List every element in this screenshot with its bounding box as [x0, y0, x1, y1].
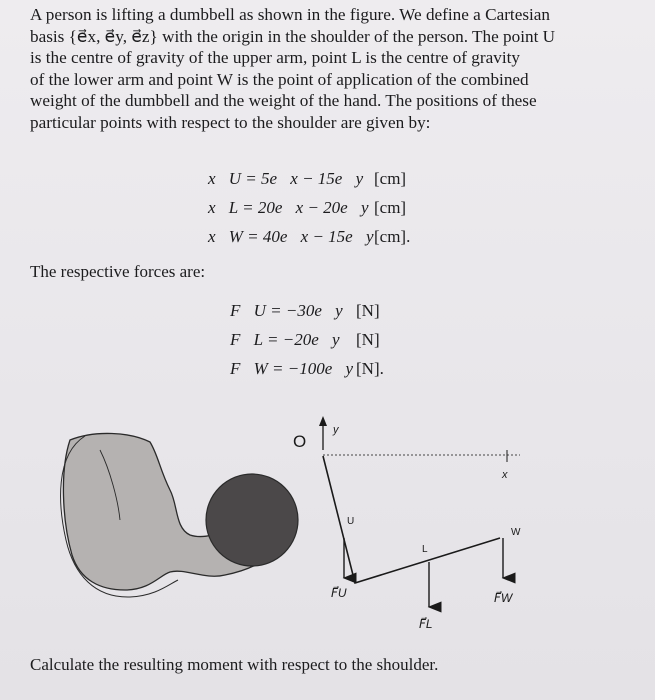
equation-expression: x⃗L = 20e⃗x − 20e⃗y — [208, 198, 369, 217]
equation-unit: [N]. — [356, 359, 384, 378]
intro-line: particular points with respect to the shoulder are given by: — [30, 112, 431, 132]
question-text: Calculate the resulting moment with respect to the shoulder. — [30, 655, 439, 674]
equation-expression: F⃗L = −20e⃗y — [230, 330, 340, 349]
intro-line: A person is lifting a dumbbell as shown in the figure. We define a Cartesian — [30, 5, 551, 24]
equation-expression: x⃗W = 40e⃗x − 15e⃗y — [208, 227, 374, 246]
intro-line: weight of the dumbbell and the weight of the hand. The positions of these — [30, 91, 537, 111]
point-l-label: L — [422, 544, 428, 555]
dumbbell — [206, 474, 298, 566]
force-l-label: F⃗L — [419, 617, 433, 631]
point-w-label: W — [511, 527, 521, 538]
y-axis-label: y — [333, 424, 339, 436]
equation-unit: [cm] — [374, 169, 407, 188]
intro-line: of the lower arm and point W is the point of application of the combined — [30, 69, 529, 89]
point-u-label: U — [347, 516, 355, 527]
equation-unit: [cm]. — [374, 227, 411, 246]
force-w-label: F⃗W — [494, 591, 513, 605]
y-axis-arrowhead — [319, 416, 327, 426]
forces-label: The respective forces are: — [30, 262, 206, 281]
intro-line: is the centre of gravity of the upper arm, point L is the centre of gravity — [30, 48, 520, 68]
intro-line: basis {e⃗x, e⃗y, e⃗z} with the origin in the shoulder of the person. The point U — [30, 26, 556, 46]
origin-label: O — [293, 432, 307, 451]
equation-unit: [cm] — [374, 198, 407, 217]
equation-expression: F⃗U = −30e⃗y — [230, 301, 343, 320]
equation-expression: F⃗W = −100e⃗y — [230, 359, 354, 378]
equation-expression: x⃗U = 5e⃗x − 15e⃗y — [208, 169, 364, 188]
force-u-label: F⃗U — [331, 586, 347, 600]
equation-unit: [N] — [356, 330, 380, 349]
equation-unit: [N] — [356, 301, 380, 320]
x-axis-label: x — [502, 469, 508, 481]
